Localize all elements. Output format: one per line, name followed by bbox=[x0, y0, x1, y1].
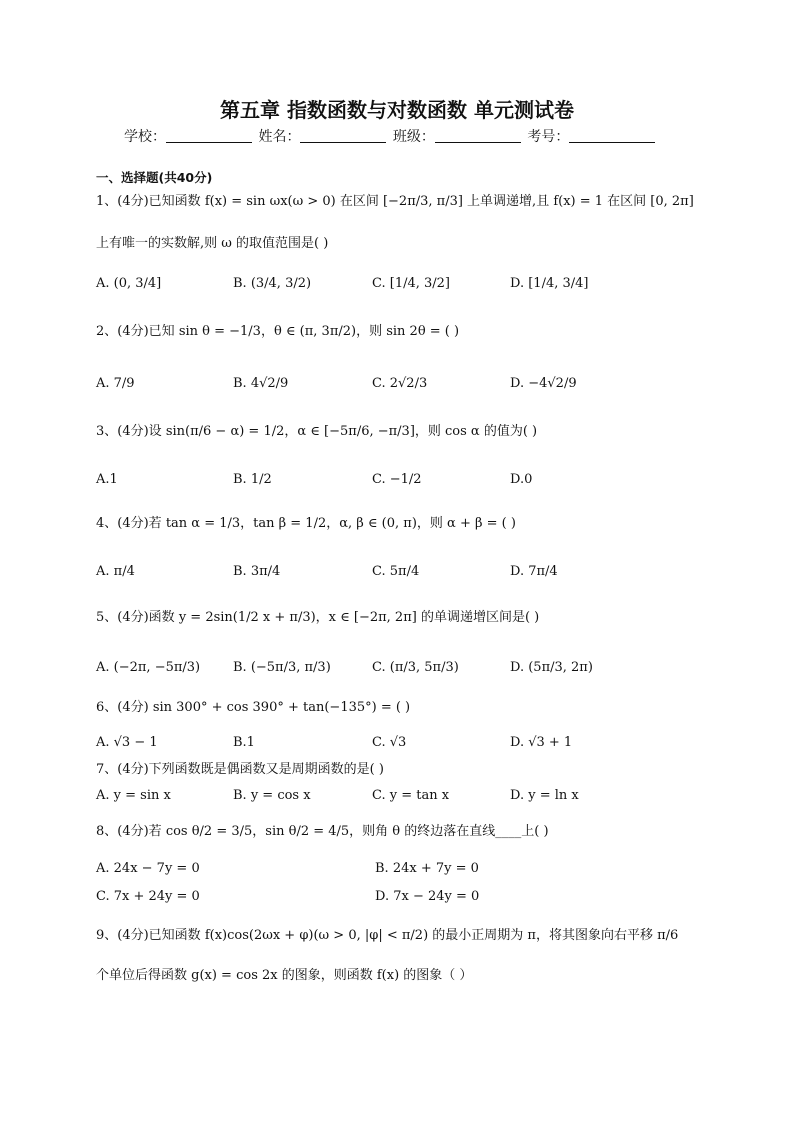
exam-number-label: 考号： bbox=[527, 129, 570, 145]
class-label: 班级： bbox=[392, 129, 435, 145]
question-8-option-b[interactable]: B. 24x + 7y = 0 bbox=[375, 861, 479, 876]
question-3-option-c[interactable]: C. −1/2 bbox=[372, 472, 422, 487]
question-6-option-a[interactable]: A. √3 − 1 bbox=[96, 735, 158, 750]
question-2-option-a[interactable]: A. 7/9 bbox=[96, 376, 135, 391]
question-3-option-d[interactable]: D.0 bbox=[510, 472, 533, 487]
question-4-option-b[interactable]: B. 3π/4 bbox=[233, 564, 281, 579]
school-label: 学校： bbox=[124, 129, 166, 145]
question-3-option-b[interactable]: B. 1/2 bbox=[233, 472, 272, 487]
question-5-option-c[interactable]: C. (π/3, 5π/3) bbox=[372, 660, 459, 675]
school-blank[interactable] bbox=[166, 128, 252, 143]
question-7-option-d[interactable]: D. y = ln x bbox=[510, 788, 579, 803]
exam-number-blank[interactable] bbox=[569, 128, 655, 143]
class-blank[interactable] bbox=[435, 128, 521, 143]
section-title: 一、选择题(共40分) bbox=[96, 170, 213, 185]
question-2-option-d[interactable]: D. −4√2/9 bbox=[510, 376, 577, 391]
question-8-option-d[interactable]: D. 7x − 24y = 0 bbox=[375, 889, 480, 904]
question-1-stem-cont: 上有唯一的实数解,则 ω 的取值范围是( ) bbox=[96, 236, 329, 251]
question-7-option-a[interactable]: A. y = sin x bbox=[96, 788, 171, 803]
question-1-option-d[interactable]: D. [1/4, 3/4] bbox=[510, 276, 589, 291]
question-6-stem: 6、(4分) sin 300° + cos 390° + tan(−135°) = ( ) bbox=[96, 700, 411, 715]
question-7-stem: 7、(4分)下列函数既是偶函数又是周期函数的是( ) bbox=[96, 762, 384, 777]
question-5-option-d[interactable]: D. (5π/3, 2π) bbox=[510, 660, 593, 675]
question-7-option-c[interactable]: C. y = tan x bbox=[372, 788, 450, 803]
question-5-option-a[interactable]: A. (−2π, −5π/3) bbox=[96, 660, 201, 675]
question-5-stem: 5、(4分)函数 y = 2sin(1/2 x + π/3)，x ∈ [−2π, 2π] 的单调递增区间是( ) bbox=[96, 610, 540, 625]
question-7-option-b[interactable]: B. y = cos x bbox=[233, 788, 311, 803]
question-5-option-b[interactable]: B. (−5π/3, π/3) bbox=[233, 660, 331, 675]
question-2-option-c[interactable]: C. 2√2/3 bbox=[372, 376, 428, 391]
question-9-stem-cont: 个单位后得函数 g(x) = cos 2x 的图象，则函数 f(x) 的图象（ ） bbox=[96, 968, 473, 983]
name-blank[interactable] bbox=[300, 128, 386, 143]
question-4-stem: 4、(4分)若 tan α = 1/3，tan β = 1/2，α, β ∈ (0, π)，则 α + β = ( ) bbox=[96, 516, 516, 531]
question-9-stem: 9、(4分)已知函数 f(x)cos(2ωx + φ)(ω > 0, |φ| < π/2) 的最小正周期为 π，将其图象向右平移 π/6 bbox=[96, 928, 679, 943]
question-1-option-b[interactable]: B. (3/4, 3/2) bbox=[233, 276, 312, 291]
question-1-option-a[interactable]: A. (0, 3/4] bbox=[96, 276, 162, 291]
page-title: 第五章 指数函数与对数函数 单元测试卷 bbox=[220, 98, 574, 122]
question-3-option-a[interactable]: A.1 bbox=[96, 472, 118, 487]
question-1-option-c[interactable]: C. [1/4, 3/2] bbox=[372, 276, 450, 291]
question-1-stem: 1、(4分)已知函数 f(x) = sin ωx(ω > 0) 在区间 [−2π/3, π/3] 上单调递增,且 f(x) = 1 在区间 [0, 2π] bbox=[96, 194, 694, 209]
question-6-option-d[interactable]: D. √3 + 1 bbox=[510, 735, 573, 750]
question-6-option-c[interactable]: C. √3 bbox=[372, 735, 407, 750]
question-4-option-a[interactable]: A. π/4 bbox=[96, 564, 135, 579]
question-4-option-c[interactable]: C. 5π/4 bbox=[372, 564, 420, 579]
name-label: 姓名： bbox=[258, 129, 301, 145]
question-8-option-a[interactable]: A. 24x − 7y = 0 bbox=[96, 861, 200, 876]
question-4-option-d[interactable]: D. 7π/4 bbox=[510, 564, 558, 579]
student-info-row bbox=[124, 126, 657, 146]
question-3-stem: 3、(4分)设 sin(π/6 − α) = 1/2，α ∈ [−5π/6, −π/3]，则 cos α 的值为( ) bbox=[96, 424, 538, 439]
question-8-option-c[interactable]: C. 7x + 24y = 0 bbox=[96, 889, 200, 904]
question-6-option-b[interactable]: B.1 bbox=[233, 735, 255, 750]
question-2-option-b[interactable]: B. 4√2/9 bbox=[233, 376, 289, 391]
question-8-stem: 8、(4分)若 cos θ/2 = 3/5，sin θ/2 = 4/5，则角 θ 的终边落在直线____上( ) bbox=[96, 824, 549, 839]
question-2-stem: 2、(4分)已知 sin θ = −1/3，θ ∈ (π, 3π/2)，则 sin 2θ = ( ) bbox=[96, 324, 460, 339]
